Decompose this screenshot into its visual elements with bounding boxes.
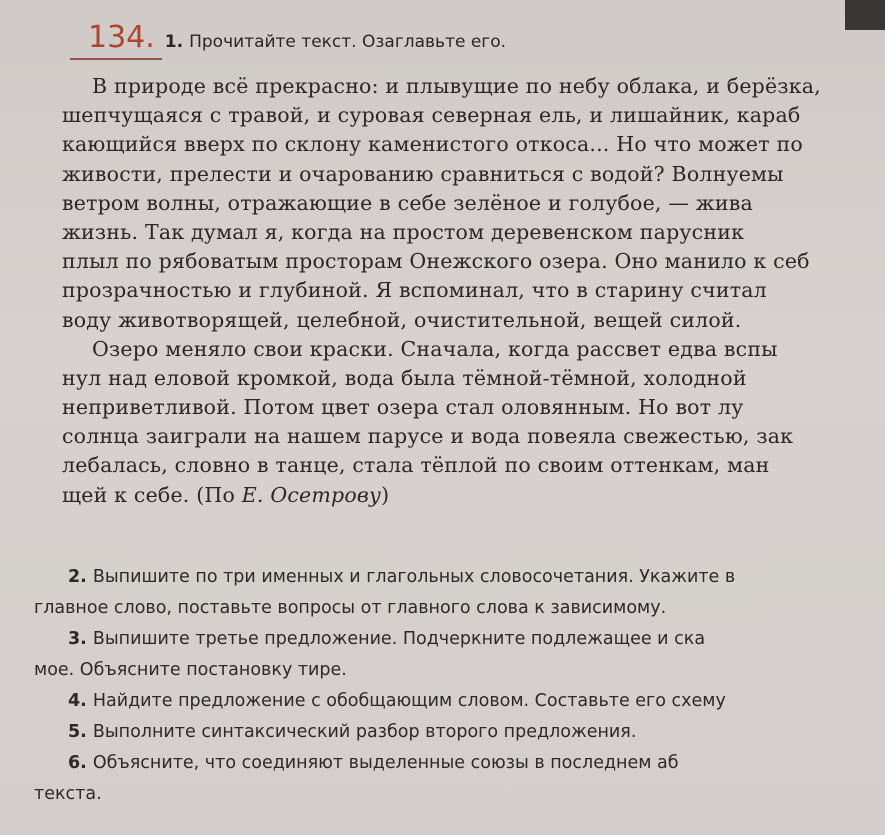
task-item (34, 748, 885, 779)
text-line: кающийся вверх по склону каменистого откоса... Но что может по (62, 132, 803, 157)
text-line: ветром волны, отражающие в себе зелёное и голубое, — жива (62, 190, 753, 215)
task-1-number: 1. (164, 32, 184, 52)
text-line: жизнь. Так думал я, когда на простом деревенском парусник (62, 219, 745, 244)
task-item-continuation (34, 593, 885, 624)
text-line: Озеро меняло свои краски. Сначала, когда рассвет едва вспы (92, 336, 778, 361)
task-1-text: Прочитайте текст. Озаглавьте его. (189, 32, 507, 52)
text-line: воду животворящей, целебной, очистительной, вещей силой. (62, 307, 742, 332)
task-text: Объясните, что соединяют выделенные союзы в последнем аб (92, 753, 679, 773)
task-text: текста. (34, 784, 102, 804)
text-line: неприветливой. Потом цвет озера стал оловянным. Но вот лу (62, 395, 744, 420)
task-item (34, 717, 885, 748)
exercise-header (88, 20, 506, 55)
task-list (34, 562, 885, 810)
task-text: главное слово, поставьте вопросы от главного слова к зависимому. (34, 598, 667, 618)
text-line: В природе всё прекрасно: и плывущие по небу облака, и берёзка, (92, 74, 821, 98)
task-item (34, 686, 885, 717)
exercise-number-underline (70, 58, 162, 60)
text-line: солнца заиграли на нашем парусе и вода повеяла свежестью, зак (62, 424, 794, 449)
page-corner-shadow (845, 0, 885, 30)
text-line-end: щей к себе. (По (62, 482, 242, 507)
text-line: плыл по рябоватым просторам Онежского озера. Оно манило к себ (62, 249, 810, 274)
task-item-continuation (34, 655, 885, 686)
author-name: Е. Осетрову (241, 482, 382, 507)
text-line: лебалась, словно в танце, стала тёплой по своим оттенкам, ман (62, 453, 770, 478)
task-number: 3. (68, 629, 87, 649)
task-item (34, 624, 885, 655)
task-number: 6. (68, 753, 87, 773)
task-item (34, 562, 885, 593)
task-number: 4. (68, 691, 87, 711)
text-line: нул над еловой кромкой, вода была тёмной-тёмной, холодной (62, 365, 747, 390)
task-text: Выпишите третье предложение. Подчеркните подлежащее и ска (92, 629, 706, 649)
task-number: 5. (68, 722, 87, 742)
text-line-last (62, 481, 885, 510)
task-text: Выпишите по три именных и глагольных словосочетания. Укажите в (92, 567, 736, 587)
text-line: прозрачностью и глубиной. Я вспоминал, что в старину считал (62, 278, 767, 303)
author-close: ) (381, 482, 390, 507)
reading-text (62, 72, 885, 510)
task-text: Выполните синтаксический разбор второго предложения. (92, 722, 637, 742)
task-item-continuation (34, 779, 885, 810)
task-text: Найдите предложение с обобщающим словом. Составьте его схему (92, 691, 726, 711)
exercise-number: 134. (88, 20, 155, 55)
text-line: живости, прелести и очарованию сравниться с водой? Волнуемы (62, 161, 784, 186)
task-number: 2. (68, 567, 87, 587)
text-line: шепчущаяся с травой, и суровая северная ель, и лишайник, караб (62, 103, 801, 128)
task-text: мое. Объясните постановку тире. (34, 660, 347, 680)
